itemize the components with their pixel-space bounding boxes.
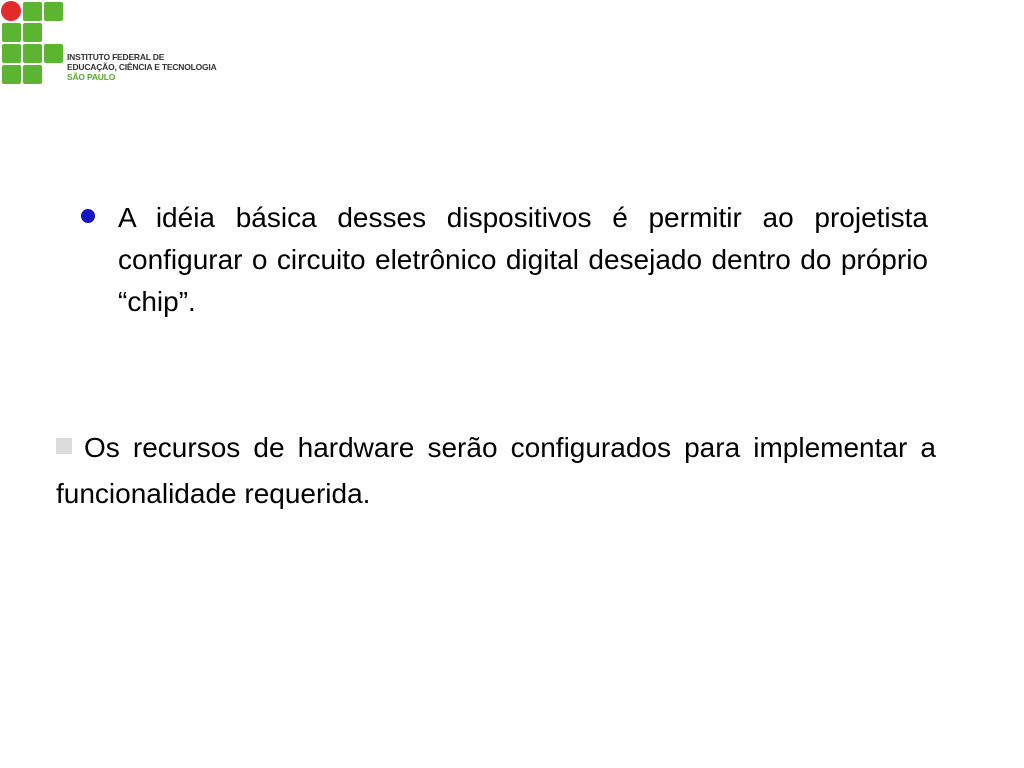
- logo-text: [67, 52, 217, 82]
- bullet-paragraph-2-text: Os recursos de hardware serão configurados para implementar a funcionalidade requerida.: [56, 432, 936, 509]
- logo-line-city: SÃO PAULO: [67, 72, 116, 82]
- round-bullet-icon: [81, 209, 95, 223]
- logo-grid-icon: [0, 0, 70, 90]
- institution-logo: [0, 0, 230, 90]
- bullet-paragraph-2: [56, 425, 936, 517]
- square-bullet-icon: [56, 438, 72, 454]
- logo-line-education: EDUCAÇÃO, CIÊNCIA E TECNOLOGIA: [67, 62, 217, 72]
- logo-line-institute: INSTITUTO FEDERAL DE: [67, 52, 165, 62]
- bullet-paragraph-1: A idéia básica desses dispositivos é permitir ao projetista configurar o circuito eletrônico digital desejado dentro do próprio “chip”.: [118, 202, 928, 317]
